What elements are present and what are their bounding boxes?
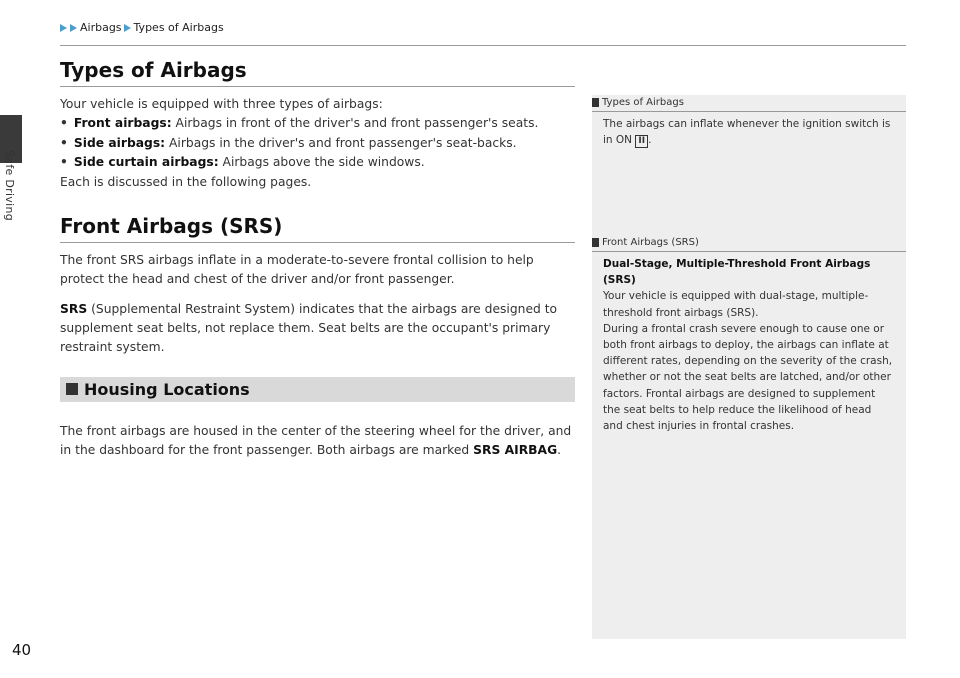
breadcrumb-arrow-icon	[60, 24, 67, 32]
subheading: Housing Locations	[60, 377, 575, 402]
note-body: During a frontal crash severe enough to cause one or both front airbags to deploy, the airbags can inflate at different rates, depending on the severity of the crash, whether or not the seat belts are latched, and/or other factors. Frontal airbags are designed to supplement the seat belts to help reduce the likelihood of head and chest injuries in frontal crashes.	[603, 322, 893, 433]
note-heading: Dual-Stage, Multiple-Threshold Front Airbags (SRS)	[603, 258, 871, 287]
page-number: 40	[12, 641, 32, 659]
outro-text: Each is discussed in the following pages.	[60, 174, 312, 189]
note-types-of-airbags	[592, 95, 906, 148]
breadcrumb-item[interactable]: Types of Airbags	[133, 21, 224, 34]
section-title: Front Airbags (SRS)	[60, 214, 575, 243]
breadcrumb	[60, 21, 224, 34]
airbag-type-list	[60, 114, 575, 173]
note-body: The airbags can inflate whenever the ignition switch is in ON II .	[603, 118, 891, 147]
body-paragraph: The front SRS airbags inflate in a moderate-to-severe frontal collision to help protect the head and chest of the driver and/or front passenger.	[60, 252, 534, 286]
note-body: Your vehicle is equipped with dual-stage, multiple-threshold front airbags (SRS).	[603, 290, 869, 319]
note-marker-icon	[592, 98, 599, 107]
list-item: • Side curtain airbags: Airbags above the side windows.	[60, 153, 575, 173]
main-content	[60, 58, 575, 460]
list-item: • Side airbags: Airbags in the driver's and front passenger's seat-backs.	[60, 134, 575, 154]
note-marker-icon	[592, 238, 599, 247]
section-title: Types of Airbags	[60, 58, 575, 87]
body-paragraph: The front airbags are housed in the center of the steering wheel for the driver, and in the dashboard for the front passenger. Both airbags are marked SRS AIRBAG.	[60, 423, 572, 457]
note-title[interactable]: Types of Airbags	[602, 97, 684, 108]
list-item: • Front airbags: Airbags in front of the driver's and front passenger's seats.	[60, 114, 575, 134]
square-bullet-icon	[66, 383, 78, 395]
note-front-airbags	[592, 235, 906, 434]
body-paragraph: SRS (Supplemental Restraint System) indicates that the airbags are designed to supplement seat belts, not replace them. Seat belts are the occupant's primary restraint system.	[60, 301, 558, 354]
intro-text: Your vehicle is equipped with three types of airbags:	[60, 97, 383, 111]
header-divider	[60, 45, 906, 46]
note-title[interactable]: Front Airbags (SRS)	[602, 237, 699, 248]
breadcrumb-arrow-icon	[70, 24, 77, 32]
breadcrumb-item[interactable]: Airbags	[80, 21, 122, 34]
notes-column	[592, 95, 906, 639]
ignition-key-icon: II	[635, 135, 648, 148]
chapter-label: Safe Driving	[3, 150, 16, 222]
breadcrumb-arrow-icon	[124, 24, 131, 32]
